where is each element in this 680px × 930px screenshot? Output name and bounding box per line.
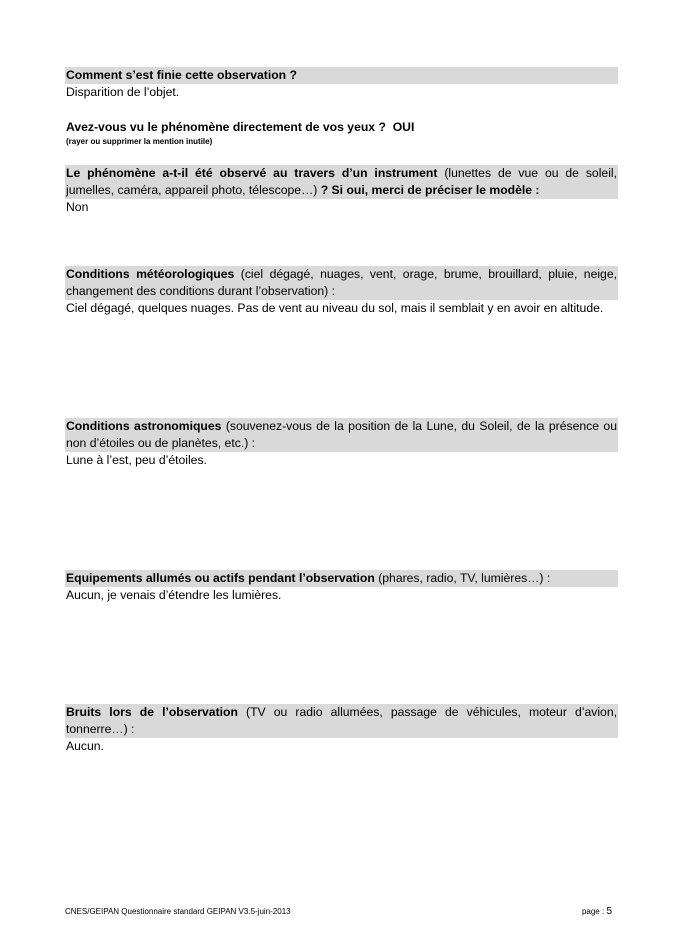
instruction-note: (rayer ou supprimer la mention inutile) bbox=[66, 137, 213, 146]
question-heading: Bruits lors de l’observation (TV ou radio allumées, passage de véhicules, moteur d’avion, tonnerre…) : bbox=[66, 705, 617, 736]
question-heading: Comment s’est finie cette observation ? bbox=[65, 67, 618, 84]
question-heading: Le phénomène a-t-il été observé au travers d’un instrument (lunettes de vue ou de soleil, jumelles, caméra, appareil photo, télescope…) ? Si oui, merci de préciser le modèle : bbox=[66, 166, 617, 197]
question-heading: Conditions météorologiques (ciel dégagé, nuages, vent, orage, brume, brouillard, pluie, neige, changement des conditions durant l’observation) : bbox=[66, 267, 618, 298]
section-instrument bbox=[65, 165, 618, 216]
footer-document-id: CNES/GEIPAN Questionnaire standard GEIPAN V3.5-juin-2013 bbox=[65, 907, 291, 916]
section-weather bbox=[65, 266, 618, 317]
answer-text: Disparition de l’objet. bbox=[66, 85, 180, 99]
section-astronomy bbox=[65, 418, 618, 469]
answer-text: Aucun. bbox=[66, 739, 104, 753]
question-heading: Conditions astronomiques (souvenez-vous de la position de la Lune, du Soleil, de la présence ou non d’étoiles ou de planètes, etc.) : bbox=[66, 419, 617, 450]
answer-value: OUI bbox=[392, 120, 415, 134]
question-heading: Avez-vous vu le phénomène directement de vos yeux ? OUI bbox=[66, 120, 415, 134]
answer-text: Aucun, je venais d’étendre les lumières. bbox=[66, 588, 282, 602]
answer-text: Lune à l’est, peu d’étoiles. bbox=[66, 453, 207, 467]
section-noises bbox=[65, 704, 618, 755]
footer-page-number: page : 5 bbox=[581, 906, 612, 917]
section-equipment bbox=[65, 570, 618, 604]
question-heading: Equipements allumés ou actifs pendant l’observation (phares, radio, TV, lumières…) : bbox=[65, 570, 618, 587]
section-end-of-observation bbox=[65, 67, 618, 101]
section-seen-directly bbox=[65, 119, 618, 147]
answer-text: Non bbox=[66, 200, 89, 214]
answer-text: Ciel dégagé, quelques nuages. Pas de vent au niveau du sol, mais il semblait y en avoir en altitude. bbox=[66, 301, 604, 315]
